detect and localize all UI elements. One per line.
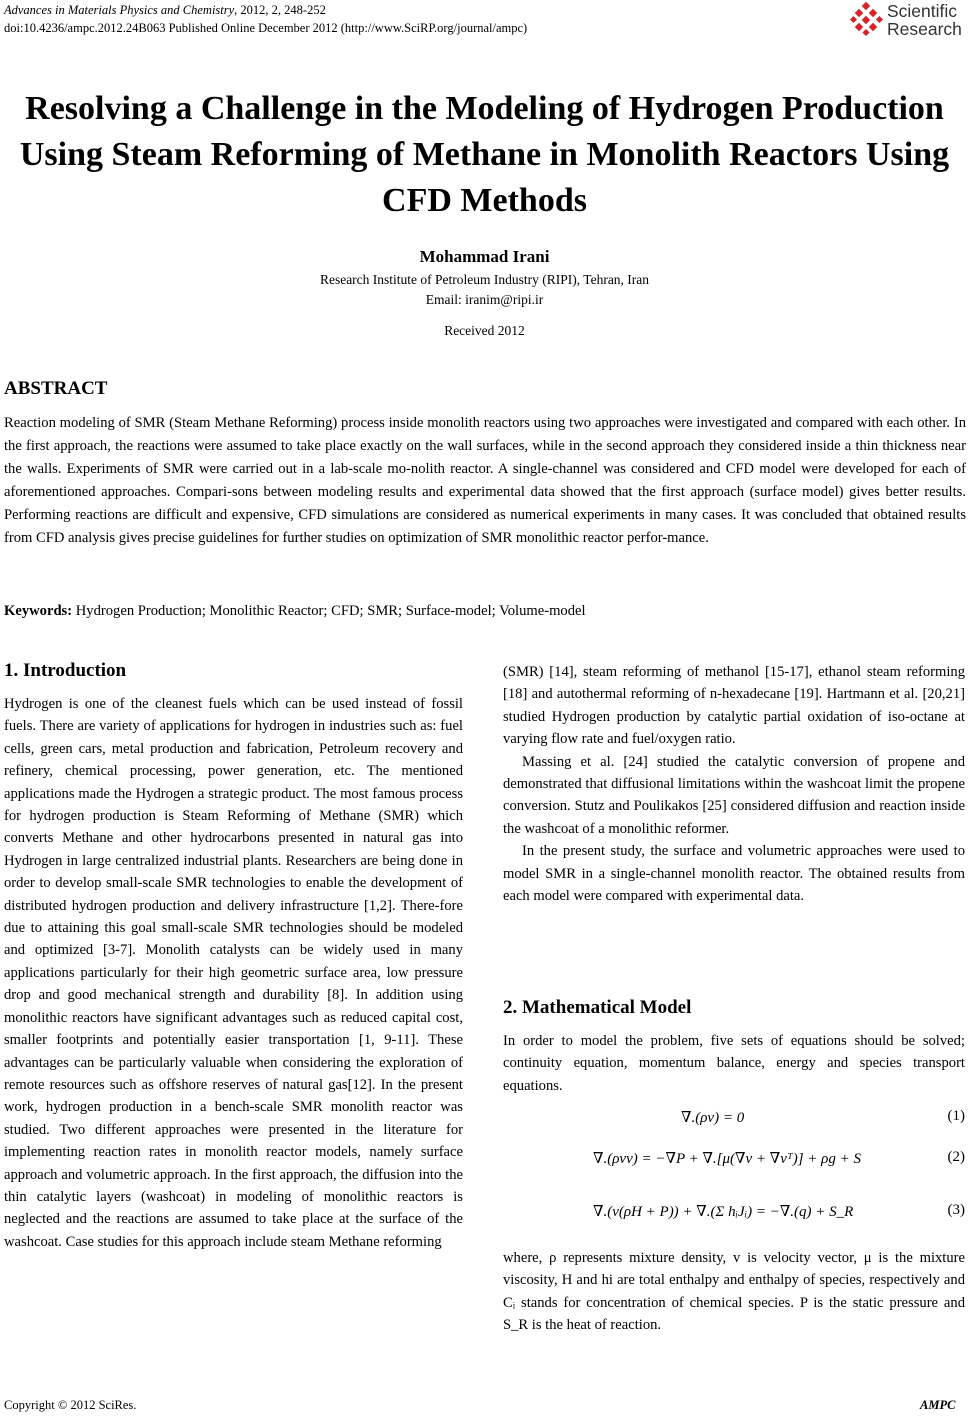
- affiliation-line: Research Institute of Petroleum Industry (RIPI), Tehran, Iran: [319, 272, 650, 287]
- keywords: [4, 603, 966, 620]
- paper-title-text: Resolving a Challenge in the Modeling of Hydrogen Production Using Steam Reforming of Methane in Monolith Reactors Using CFD Methods: [19, 90, 950, 219]
- right-column: [503, 661, 965, 907]
- equation-3: [503, 1202, 965, 1232]
- math-paragraph-2: where, ρ represents mixture density, v is velocity vector, μ is the mixture viscosity, H and hi are total enthalpy and enthalpy of species, respectively and Cᵢ stands for concentration of chemical species. P is the static pressure and S_R is the heat of reaction.: [503, 1250, 965, 1334]
- paper-title: [0, 86, 969, 224]
- email-line: Email: iranim@ripi.ir: [425, 292, 544, 307]
- equation-2: [503, 1149, 965, 1179]
- logo-line-1: Scientific: [887, 1, 958, 21]
- publisher-logo: [850, 2, 968, 40]
- intro-paragraph-2: Massing et al. [24] studied the catalytic conversion of propene and demonstrated that diffusional limitations within the washcoat limit the propene conversion. Stutz and Poulikakos [25] considered diffusion and reaction inside the washcoat of a monolithic reformer.: [503, 753, 965, 837]
- equation-1-number: (1): [947, 1108, 965, 1124]
- math-intro: [503, 1030, 965, 1097]
- intro-paragraph-1: Hydrogen is one of the cleanest fuels which can be used instead of fossil fuels. There are variety of applications for hydrogen in industries such as: fuel cells, green cars, metal production and fabrication, Petroleum recovery and refinery, chemical processing, power generation, etc. The mentioned applications made the Hydrogen a strategic product. The most famous process for hydrogen production is Steam Reforming of Methane (SMR) which converts Methane and other hydrocarbons presented in natural gas into Hydrogen in large centralized industrial plants. Researchers are being done in order to develop small-scale SMR technologies to enable the development of distributed hydrogen production and delivery infrastructure [1,2]. There-fore due to attaining this goal small-scale SMR technologies should be modeled and optimized [3-7]. Monolith catalysts can be widely used in many applications particularly for their high geometric surface area, low pressure drop and good mechanical strength and durability [8]. In addition using monolithic reactors have significant advantages such as reduced capital cost, smaller footprints and potentially easier transportation [1, 9-11]. These advantages can be particularly valuable when considering the exploration of remote resources such as offshore reserves of natural gas[12]. In the present work, hydrogen production in a bench-scale SMR monolith reactor was studied. Two different approaches were presented in the literature for implementing reaction rates in monolith reactor models, namely surface approach and volumetric approach. In the first approach, the diffusion into the thin catalytic layers (washcoat) in modeling of monolithic reactors is neglected and the reactions are assumed to take place at the surface of the washcoat. Case studies for this approach include steam Methane reforming: [4, 696, 463, 1250]
- journal-volume: , 2012, 2, 248-252: [234, 3, 326, 17]
- keywords-label: Keywords:: [4, 603, 73, 619]
- keywords-list: Hydrogen Production; Monolithic Reactor; CFD; SMR; Surface-model; Volume-model: [75, 603, 586, 619]
- equation-3-number: (3): [947, 1202, 965, 1218]
- received-date: Received 2012: [444, 323, 525, 338]
- left-column: [4, 693, 463, 1253]
- footer-copyright: Copyright © 2012 SciRes.: [4, 1398, 137, 1412]
- equation-1-body: ∇.(ρv) = 0: [681, 1110, 745, 1126]
- logo-line-2: Research: [887, 19, 962, 39]
- journal-name: Advances in Materials Physics and Chemistry: [4, 3, 235, 17]
- abstract-heading: ABSTRACT: [4, 378, 108, 399]
- equation-2-body: ∇.(ρvv) = −∇P + ∇.[μ(∇v + ∇vᵀ)] + ρg + S: [593, 1151, 862, 1167]
- section-heading-introduction: 1. Introduction: [4, 660, 127, 681]
- section-heading-mathematical-model: 2. Mathematical Model: [503, 997, 692, 1018]
- intro-paragraph-1-continued: (SMR) [14], steam reforming of methanol [15-17], ethanol steam reforming [18] and autothermal reforming of n-hexadecane [19]. Hartmann et al. [20,21] studied Hydrogen production by catalytic partial oxidation of iso-octane at varying flow rate and fuel/oxygen ratio.: [503, 664, 965, 748]
- journal-citation: [4, 3, 326, 18]
- equation-1: [503, 1108, 965, 1138]
- logo-text: [887, 2, 962, 38]
- author-name: Mohammad Irani: [419, 247, 550, 266]
- intro-paragraph-3: In the present study, the surface and volumetric approaches were used to model SMR in a single-channel monolith reactor. The obtained results from each model were compared with experimental data.: [503, 843, 965, 905]
- author-affiliation: [0, 270, 969, 310]
- doi-line: doi:10.4236/ampc.2012.24B063 Published Online December 2012 (http://www.SciRP.org/journal/ampc): [4, 21, 528, 35]
- equation-2-number: (2): [947, 1149, 965, 1165]
- abstract-text: Reaction modeling of SMR (Steam Methane Reforming) process inside monolith reactors using two approaches were investigated and compared with each other. In the first approach, the reactions were assumed to take place exactly on the wall surfaces, while in the second approach they considered inside a thin thickness near the walls. Experiments of SMR were carried out in a lab-scale mo-nolith reactor. A single-channel was considered and CFD model were developed for each of aforementioned approaches. Compari-sons between modeling results and experimental data showed that the first approach (surface model) gives better results. Performing reactions are difficult and expensive, CFD simulations are considered as numerical experiments in many cases. It was concluded that obtained results from CFD analysis gives precise guidelines for further studies on optimization of SMR monolithic reactor perfor-mance.: [4, 415, 966, 546]
- equation-3-body: ∇.(v(ρH + P)) + ∇.(Σ hᵢJᵢ) = −∇.(q) + S_R: [593, 1204, 854, 1220]
- math-description: [503, 1247, 965, 1337]
- scirp-logo-icon: [850, 2, 884, 36]
- footer-journal-abbr: AMPC: [920, 1398, 956, 1412]
- math-paragraph-1: In order to model the problem, five sets of equations should be solved; continuity equation, momentum balance, energy and species transport equations.: [503, 1033, 965, 1094]
